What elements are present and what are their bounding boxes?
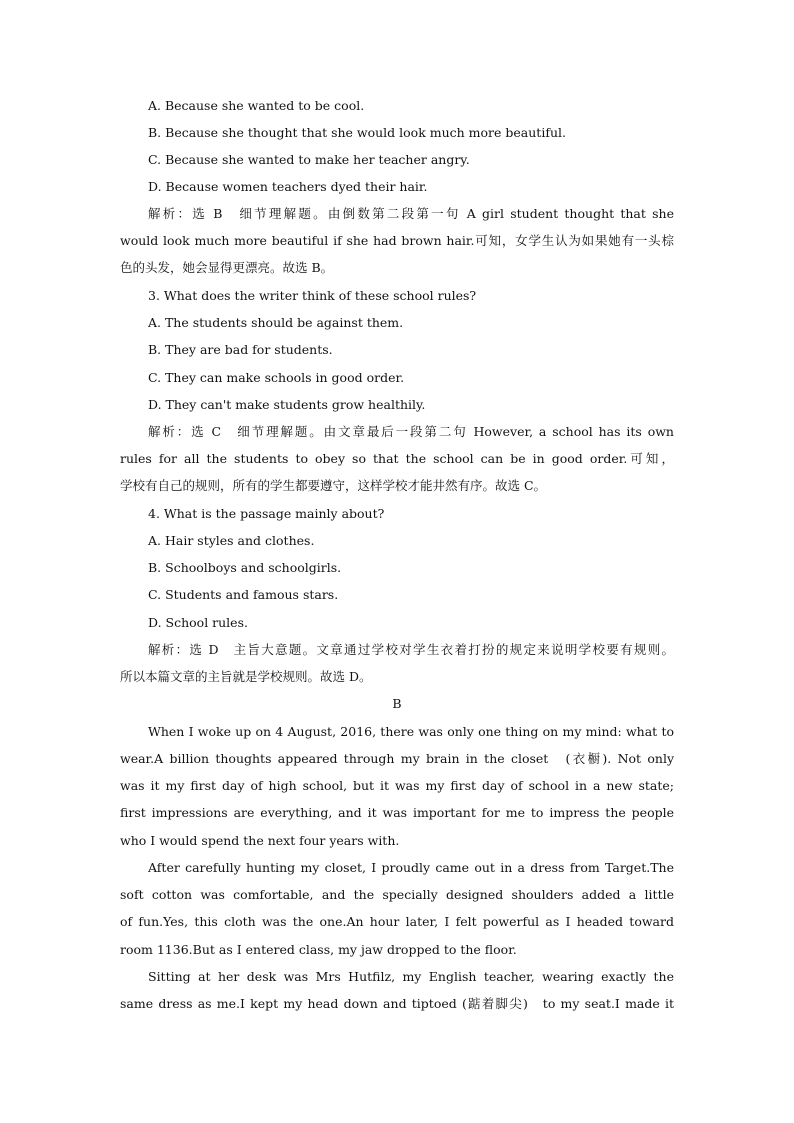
q3-analysis-line: 解析：选 C 细节理解题。由文章最后一段第二句 However, a school has its own <box>148 424 674 439</box>
q3-analysis-line: 学校有自己的规则，所有的学生都要遵守，这样学校才能井然有序。故选 C。 <box>120 478 547 493</box>
q2-analysis-line: would look much more beautiful if she had brown hair.可知，女学生认为如果她有一头棕 <box>120 233 674 248</box>
q4-option-d: D. School rules. <box>148 615 248 630</box>
passage-line: same dress as me.I kept my head down and tiptoed (踮着脚尖) to my seat.I made it <box>120 996 674 1011</box>
section-heading: B <box>392 696 402 711</box>
q2-option-b: B. Because she thought that she would look much more beautiful. <box>148 125 566 140</box>
q2-analysis-line: 色的头发，她会显得更漂亮。故选 B。 <box>120 260 334 275</box>
passage-line: Sitting at her desk was Mrs Hutfilz, my English teacher, wearing exactly the <box>148 969 674 984</box>
q3-option-a: A. The students should be against them. <box>148 315 404 330</box>
q3-analysis-line: rules for all the students to obey so that the school can be in good order.可知， <box>120 451 674 466</box>
passage-line: After carefully hunting my closet, I proudly came out in a dress from Target.The <box>148 860 674 875</box>
passage-line: of fun.Yes, this cloth was the one.An hour later, I felt powerful as I headed toward <box>120 914 674 929</box>
passage-line: was it my first day of high school, but it was my first day of school in a new state; <box>120 778 674 793</box>
q2-option-a: A. Because she wanted to be cool. <box>148 98 365 113</box>
passage-line: When I woke up on 4 August, 2016, there was only one thing on my mind: what to <box>148 724 674 739</box>
passage-line: room 1136.But as I entered class, my jaw dropped to the floor. <box>120 942 517 957</box>
q3-option-d: D. They can't make students grow healthily. <box>148 397 426 412</box>
q4-option-b: B. Schoolboys and schoolgirls. <box>148 560 342 575</box>
q2-option-d: D. Because women teachers dyed their hair. <box>148 179 428 194</box>
q4-analysis-line: 所以本篇文章的主旨就是学校规则。故选 D。 <box>120 669 372 684</box>
q3-question: 3. What does the writer think of these school rules? <box>148 288 477 303</box>
q2-option-c: C. Because she wanted to make her teacher angry. <box>148 152 470 167</box>
q4-question: 4. What is the passage mainly about? <box>148 506 385 521</box>
passage-line: first impressions are everything, and it was important for me to impress the people <box>120 805 674 820</box>
passage-line: who I would spend the next four years with. <box>120 833 400 848</box>
q4-analysis-line: 解析：选 D 主旨大意题。文章通过学校对学生衣着打扮的规定来说明学校要有规则。 <box>148 642 674 657</box>
q4-option-c: C. Students and famous stars. <box>148 587 339 602</box>
q3-option-b: B. They are bad for students. <box>148 342 333 357</box>
q3-option-c: C. They can make schools in good order. <box>148 370 405 385</box>
passage-line: wear.A billion thoughts appeared through my brain in the closet (衣橱). Not only <box>120 751 674 766</box>
passage-line: soft cotton was comfortable, and the specially designed shoulders added a little <box>120 887 674 902</box>
q4-option-a: A. Hair styles and clothes. <box>148 533 315 548</box>
q2-analysis-line: 解析：选 B 细节理解题。由倒数第二段第一句 A girl student thought that she <box>148 206 674 221</box>
